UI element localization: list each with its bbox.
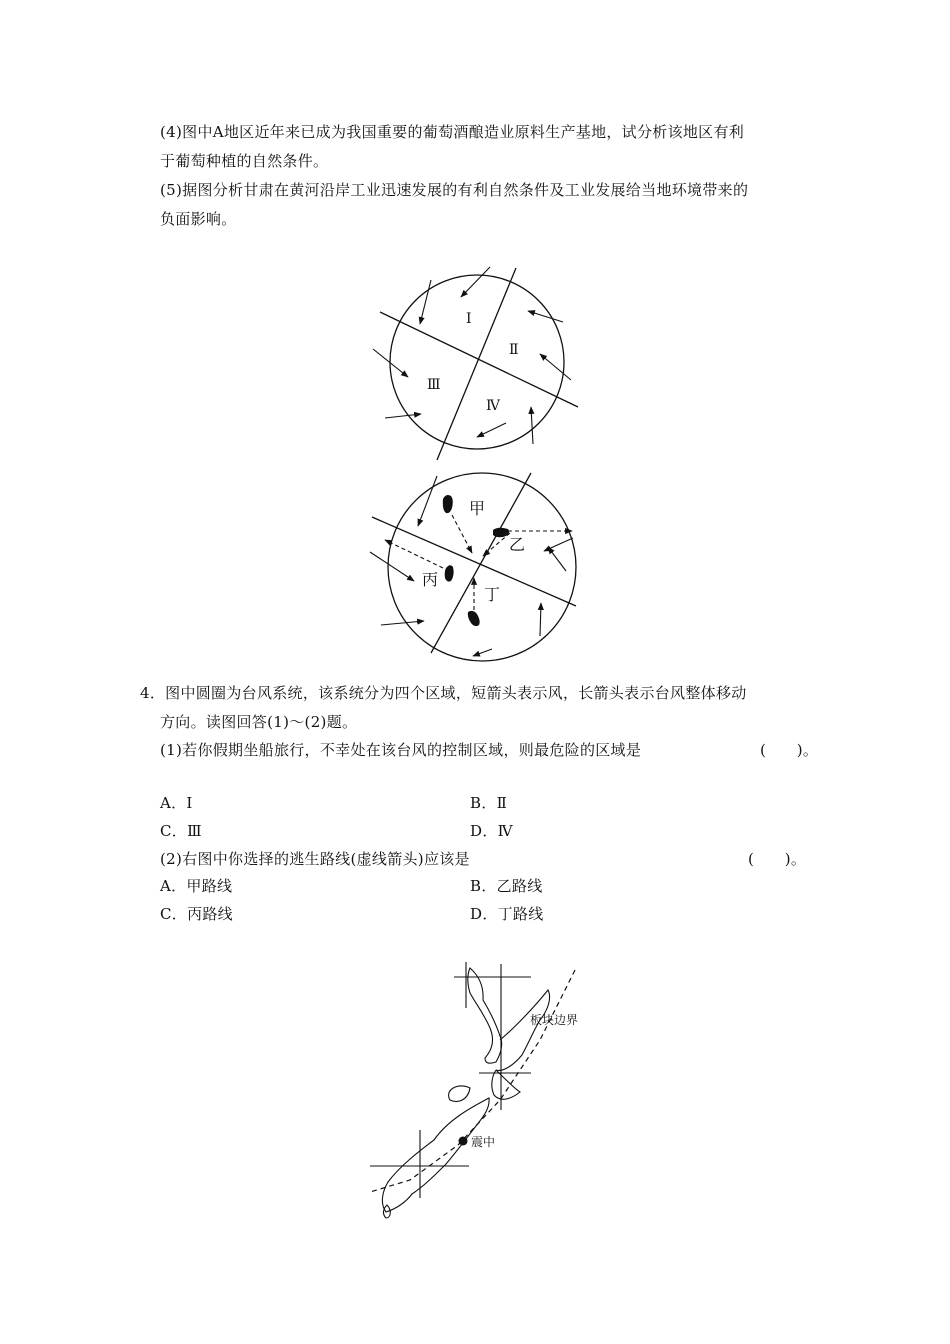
- q4-sub2-blank: ( )。: [748, 850, 807, 868]
- wind-arrow: [473, 649, 492, 656]
- wind-arrow: [461, 267, 490, 297]
- q4-sub1-option-b[interactable]: B．Ⅱ: [470, 794, 508, 812]
- q4-text-line1: (4)图中A地区近年来已成为我国重要的葡萄酒酿造业原料生产基地，试分析该地区有利: [160, 123, 745, 141]
- route-label-jia: 甲: [469, 499, 486, 518]
- south-island-outline: [382, 1098, 489, 1212]
- south-island-west: [449, 1086, 470, 1102]
- wind-arrow: [528, 311, 563, 322]
- q4-sub2-option-a[interactable]: A．甲路线: [160, 877, 233, 895]
- typhoon-divider-b: [437, 268, 516, 460]
- wind-arrow: [381, 621, 424, 625]
- route-label-ding: 丁: [484, 585, 501, 604]
- wind-arrow: [477, 423, 506, 437]
- q4-text-line2: 于葡萄种植的自然条件。: [160, 152, 329, 170]
- q4-sub1-option-c[interactable]: C．Ⅲ: [160, 822, 202, 840]
- wind-arrow: [540, 603, 541, 636]
- ship-bing-icon: [445, 565, 454, 581]
- route-label-bing: 丙: [422, 570, 439, 589]
- region-label-2: Ⅱ: [509, 342, 519, 358]
- north-island-south: [492, 1070, 520, 1099]
- ship-yi-icon: [493, 528, 509, 538]
- q4-sub2-option-d[interactable]: D．丁路线: [470, 905, 544, 923]
- route-label-yi: 乙: [509, 535, 526, 554]
- q4-stem-line2: 方向。读图回答(1)～(2)题。: [160, 713, 358, 731]
- north-island-outline: [468, 968, 502, 1063]
- plate-boundary-label: 板块边界: [530, 1013, 579, 1027]
- q4-sub1-blank: ( )。: [760, 741, 819, 759]
- q5-text-line1: (5)据图分析甘肃在黄河沿岸工业迅速发展的有利自然条件及工业发展给当地环境带来的: [160, 181, 749, 199]
- wind-arrow: [420, 280, 431, 324]
- wind-arrow: [385, 414, 421, 418]
- q5-text-line2: 负面影响。: [160, 210, 237, 228]
- wind-arrow: [544, 538, 573, 551]
- north-island-east: [496, 990, 550, 1070]
- q4-sub1-text: (1)若你假期坐船旅行，不幸处在该台风的控制区域，则最危险的区域是: [160, 741, 642, 759]
- region-label-4: Ⅳ: [486, 398, 500, 414]
- wind-arrow: [540, 354, 571, 380]
- q4-sub2-text: (2)右图中你选择的逃生路线(虚线箭头)应该是: [160, 850, 470, 868]
- region-label-3: Ⅲ: [427, 377, 441, 393]
- region-label-1: Ⅰ: [466, 311, 472, 327]
- q4-sub1-option-a[interactable]: A．Ⅰ: [160, 794, 193, 812]
- wind-arrow: [531, 407, 533, 444]
- ship-jia-icon: [443, 495, 453, 513]
- wind-arrow: [548, 547, 566, 571]
- escape-route-jia: [452, 515, 472, 553]
- ship-ding-icon: [468, 611, 480, 626]
- epicenter-label: 震中: [471, 1135, 496, 1149]
- q4-stem-line1: 4．图中圆圈为台风系统，该系统分为四个区域，短箭头表示风，长箭头表示台风整体移动: [140, 684, 747, 702]
- q4-sub2-option-c[interactable]: C．丙路线: [160, 905, 233, 923]
- epicenter-marker: [459, 1137, 468, 1146]
- q4-sub1-option-d[interactable]: D．Ⅳ: [470, 822, 513, 840]
- q4-sub2-option-b[interactable]: B．乙路线: [470, 877, 543, 895]
- wind-arrow: [418, 476, 437, 526]
- plate-boundary-line: [370, 970, 575, 1192]
- wind-arrow: [370, 552, 414, 581]
